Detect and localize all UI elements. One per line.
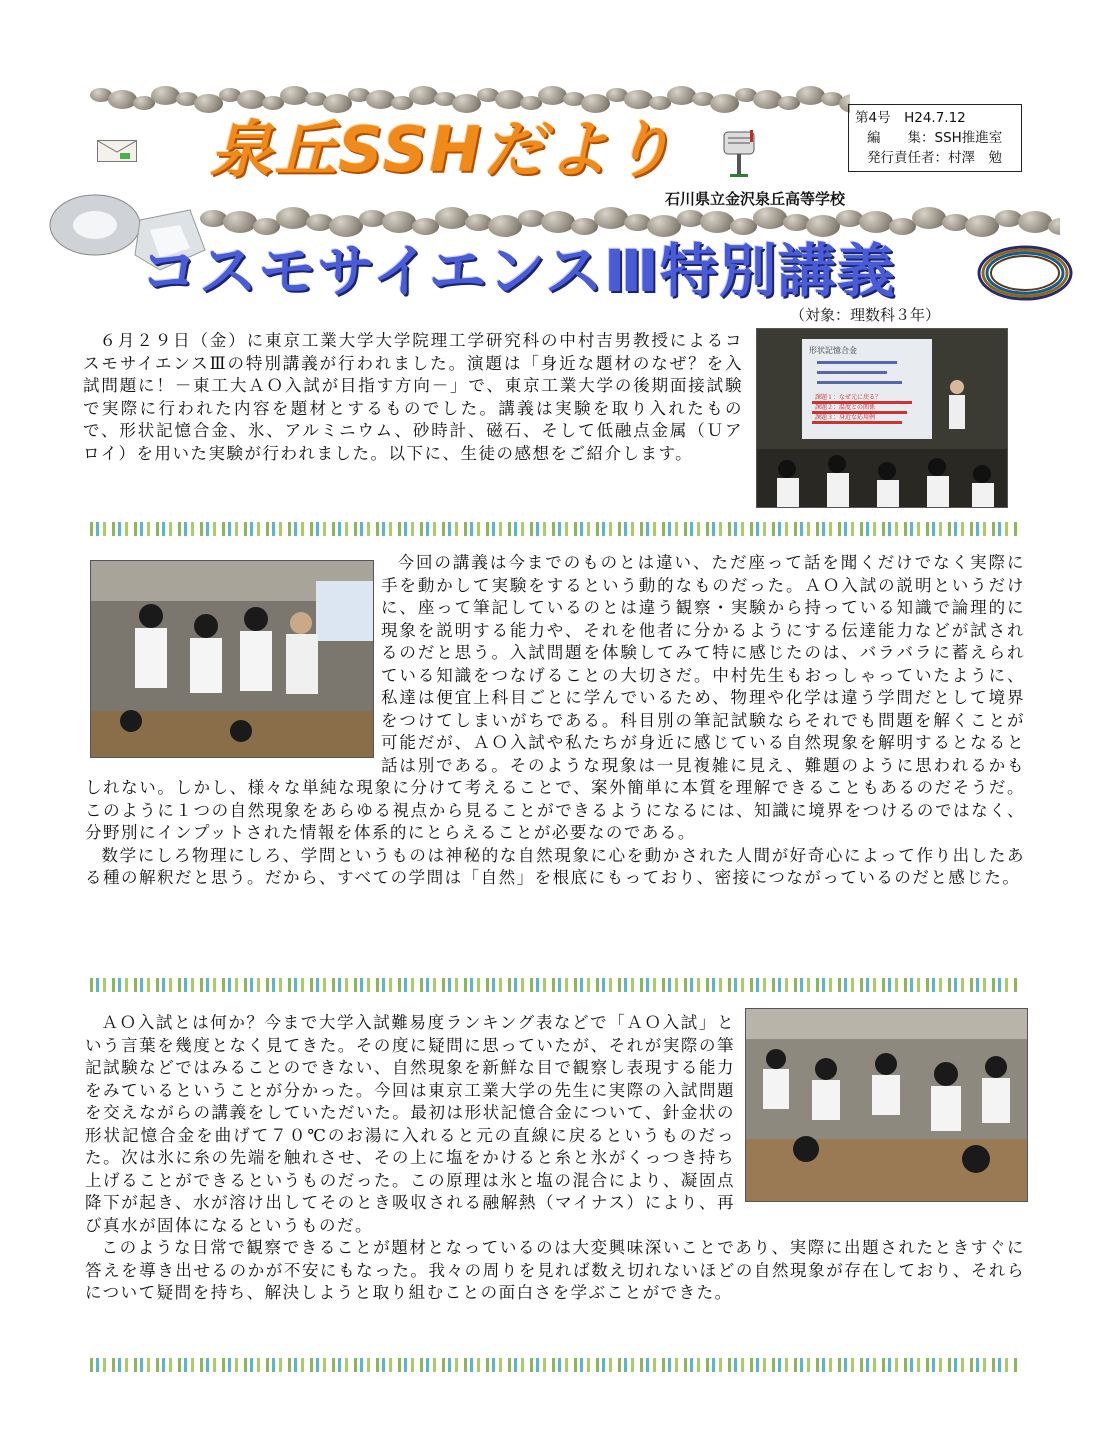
- decorative-divider-1: [90, 522, 1020, 536]
- publisher-line: 発行責任者：村澤 勉: [867, 150, 1002, 166]
- newsletter-logo: 泉丘SSHだより: [210, 113, 675, 186]
- stone: [965, 215, 999, 237]
- stone: [409, 86, 438, 105]
- school-name: 石川県立金沢泉丘高等学校: [665, 190, 846, 208]
- stone: [594, 207, 628, 229]
- issue-number: 第4号 H24.7.12: [855, 110, 966, 126]
- essay2-paragraph-2: このような日常で観察できることが題材となっているのは大変興味深いことであり、実際に出題されたときすぐに答えを導き出せるのかが不安にもなった。我々の周りを見れば数え切れないほどの自然現象が存在しており、それらについて疑問を持ち、解決しようと取り組むことの面白さを学ぶことができた。: [85, 1238, 1025, 1302]
- stone: [495, 90, 524, 109]
- stone: [329, 215, 363, 237]
- essay1-paragraph-2: 数学にしろ物理にしろ、学問というものは神秘的な自然現象に心を動かされた人間が好奇心によって作り出したある種の解釈だと思う。だから、すべての学問は「自然」を根底にもっており、密接につながっているのだと感じた。: [85, 845, 1025, 887]
- stone: [806, 215, 840, 237]
- stone: [435, 207, 469, 229]
- slide-line: 課題２：温度との関係: [815, 404, 876, 411]
- essay2-p1-text: ＡＯ入試とは何か？今まで大学入試難易度ランキング表などで「ＡＯ入試」という言葉を幾度となく見てきた。その度に疑問に思っていたが、それが実際の筆記試験などではみることのできない、自然現象を新鮮な目で観察し表現する能力をみているということが分かった。今回は東京工業大学の先生に実際の入試問題を交えながらの講義をしていただいた。最初は形状記憶合金について、針金状の形状記憶合金を曲げて７０℃のお湯に入れると元の直線に戻るというものだった。次は氷に糸の先端を触れさせ、その上に塩をかけると糸と氷がくっつき持ち上げることができるというものだった。この原理は氷と塩の混合により、凝固点降下が起き、水が溶け出してそのとき吸収される融解熱（マイナス）により、再び真水が固体になるというものだ。: [85, 1013, 735, 1235]
- article-headline: コスモサイエンスⅢ特別講義: [140, 237, 896, 305]
- issue-info-box: [848, 104, 1022, 172]
- essay1: [85, 552, 1025, 890]
- stone: [382, 211, 416, 233]
- essay2: [85, 1012, 1025, 1305]
- stone: [237, 90, 266, 109]
- stone: [1018, 211, 1052, 233]
- decorative-divider-2: [90, 978, 1020, 992]
- slide-title: 形状記憶合金: [809, 346, 857, 355]
- photo-float-spacer: [85, 552, 381, 758]
- stone: [541, 211, 575, 233]
- rings-decoration: [975, 240, 1075, 306]
- stone: [753, 207, 787, 229]
- stone: [223, 211, 257, 233]
- stone: [538, 86, 567, 105]
- envelope-icon: [97, 140, 137, 162]
- stone: [796, 86, 825, 105]
- slide-line: 課題１：なぜ元に戻る？: [815, 394, 882, 401]
- stone: [647, 215, 681, 237]
- stone: [667, 86, 696, 105]
- stone: [700, 211, 734, 233]
- photo-float-spacer-2: [735, 1012, 1025, 1206]
- essay1-paragraph-1: [85, 552, 1025, 845]
- stone: [280, 86, 309, 105]
- editor-line: 編 集：SSH推進室: [867, 130, 1003, 146]
- stone-border-middle: [200, 205, 1060, 239]
- slide-line: 課題３：身近な応用例: [815, 414, 876, 421]
- lecture-photo: [756, 328, 1008, 508]
- stone: [753, 90, 782, 109]
- stone: [151, 86, 180, 105]
- mailbox-icon: [720, 128, 760, 178]
- intro-text: ６月２９日（金）に東京工業大学大学院理工学研究科の中村吉男教授によるコスモサイエンスⅢの特別講義が行われました。演題は「身近な題材のなぜ？を入試問題に！－東工大ＡＯ入試が目指す方向－」で、東京工業大学の後期面接試験で実際に行われた内容を題材とするものでした。講義は実験を取り入れたもので、形状記憶合金、氷、アルミニウム、砂時計、磁石、そして低融点金属（Ｕアロイ）を用いた実験が行われました。以下に、生徒の感想をご紹介します。: [83, 331, 743, 463]
- stone: [488, 215, 522, 237]
- stone: [366, 90, 395, 109]
- intro-paragraph: [83, 330, 743, 465]
- stone: [624, 90, 653, 109]
- target-audience: （対象：理数科３年）: [790, 306, 941, 324]
- decorative-divider-3: [90, 1358, 1020, 1372]
- stone: [859, 211, 893, 233]
- essay1-p1-text: 今回の講義は今までのものとは違い、ただ座って話を聞くだけでなく実際に手を動かして実験をするという動的なものだった。ＡＯ入試の説明というだけに、座って筆記しているのとは違う観察・実験から持っている知識で論理的に現象を説明する能力や、それを他者に分かるようにする伝達能力などが試されるのだと思う。入試問題を体験してみて特に感じたのは、バラバラに蓄えられている知識をつなげることの大切さだ。中村先生もおっしゃっていたように、私達は便宜上科目ごとに学んでいるため、物理や化学は違う学問だとして境界をつけてしまいがちである。科目別の筆記試験ならそれでも問題を解くことが可能だが、ＡＯ入試や私たちが身近に感じている自然現象を解明するとなると話は別である。そのような現象は一見複雑に見え、難題のように思われるかもしれない。しかし、様々な単純な現象に分けて考えることで、案外簡単に本質を理解できることもあるのだそうだ。このように１つの自然現象をあらゆる視点から見ることができるようになるには、知識に境界をつけるのではなく、分野別にインプットされた情報を体系的にとらえることが必要なのである。: [85, 553, 1025, 842]
- stone: [108, 90, 137, 109]
- stone: [276, 207, 310, 229]
- essay2-paragraph-1: [85, 1012, 1025, 1237]
- stone: [912, 207, 946, 229]
